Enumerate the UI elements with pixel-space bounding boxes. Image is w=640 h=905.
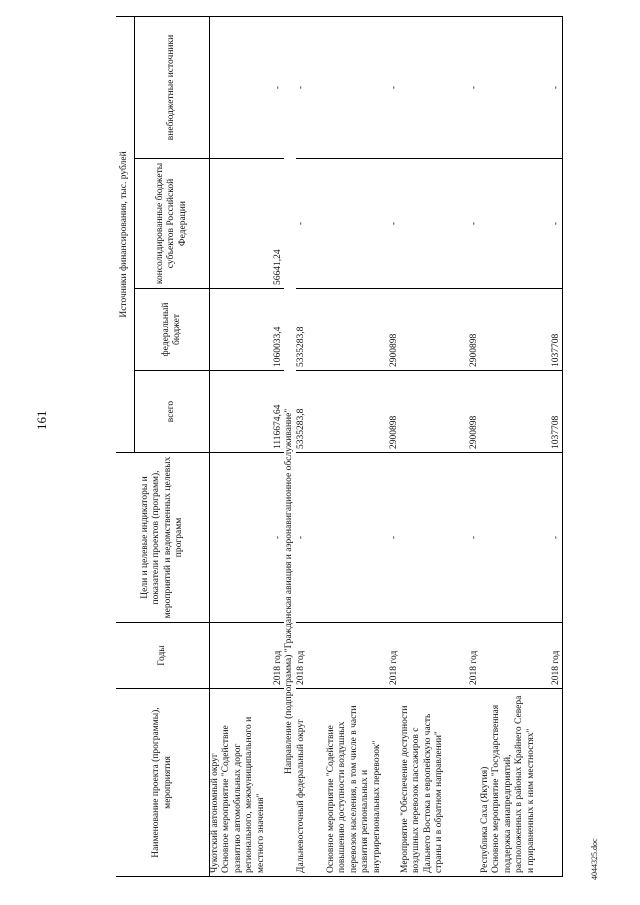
- row-goals: -: [296, 453, 326, 623]
- row-project: Чукотский автономный округ Основное мероприятие "Содействие развитию автомобильных дорог регионального, межмуниципального и местного значения": [210, 689, 285, 877]
- row-project: Республика Саха (Якутия) Основное мероприятие "Государственная поддержка авиапредприятий, расположенных в районах Крайнего Севера и приравненных к ним местностях": [480, 689, 563, 877]
- page-number: 161: [34, 410, 49, 430]
- row-total: 5335283,8: [296, 371, 326, 453]
- row-project: Основное мероприятие "Содействие повышению доступности воздушных перевозок населения, в том числе в части развития региональных и внутрирегиональных перевозок": [326, 689, 400, 877]
- row-year: 2018 год: [480, 623, 563, 689]
- row-year: 2018 год: [326, 623, 400, 689]
- header-years: Годы: [116, 623, 210, 689]
- row-federal: 2900898: [326, 289, 400, 371]
- row-total: 2900898: [326, 371, 400, 453]
- row-regional: -: [296, 159, 326, 289]
- rotated-page-content: [116, 17, 596, 877]
- header-extra: внебюджетные источники: [135, 17, 210, 159]
- document-reference: 4044325.doc: [590, 838, 599, 880]
- row-goals: -: [400, 453, 480, 623]
- table-row: [326, 17, 400, 877]
- row-federal: 1037708: [480, 289, 563, 371]
- row-federal: 1060033,4: [210, 289, 285, 371]
- header-federal: федеральный бюджет: [135, 289, 210, 371]
- row-federal: 5335283,8: [296, 289, 326, 371]
- row-goals: -: [210, 453, 285, 623]
- header-total: всего: [135, 371, 210, 453]
- table-row: [400, 17, 480, 877]
- financing-table: [116, 16, 563, 877]
- subprogram-heading: Направление (подпрограмма) "Гражданская авиация и аэронавигационное обслуживание": [284, 17, 296, 877]
- header-project: Наименование проекта (программы), мероприятия: [116, 689, 210, 877]
- row-project: Дальневосточный федеральный округ: [296, 689, 326, 877]
- row-goals: -: [480, 453, 563, 623]
- row-total: 1037708: [480, 371, 563, 453]
- header-goals: Цели и целевые индикаторы и показатели проектов (программ), мероприятий и ведомственных целевых программ: [116, 453, 210, 623]
- row-regional: 56641,24: [210, 159, 285, 289]
- table-row: [296, 17, 326, 877]
- row-year: 2018 год: [296, 623, 326, 689]
- row-extra: -: [400, 17, 480, 159]
- row-regional: -: [326, 159, 400, 289]
- row-regional: -: [400, 159, 480, 289]
- row-extra: -: [210, 17, 285, 159]
- table-row: [284, 17, 296, 877]
- row-total: 2900898: [400, 371, 480, 453]
- row-project: Мероприятие "Обеспечение доступности воздушных перевозок пассажиров с Дальнего Востока в европейскую часть страны и в обратном направлении": [400, 689, 480, 877]
- row-extra: -: [480, 17, 563, 159]
- header-regional: консолидированные бюджеты субъектов Российской Федерации: [135, 159, 210, 289]
- row-regional: -: [480, 159, 563, 289]
- row-extra: -: [326, 17, 400, 159]
- row-goals: -: [326, 453, 400, 623]
- table-row: [480, 17, 563, 877]
- row-year: 2018 год: [210, 623, 285, 689]
- header-sources: Источники финансирования, тыс. рублей: [116, 17, 135, 453]
- row-extra: -: [296, 17, 326, 159]
- table-row: [210, 17, 285, 877]
- row-year: 2018 год: [400, 623, 480, 689]
- row-federal: 2900898: [400, 289, 480, 371]
- row-total: 1116674,64: [210, 371, 285, 453]
